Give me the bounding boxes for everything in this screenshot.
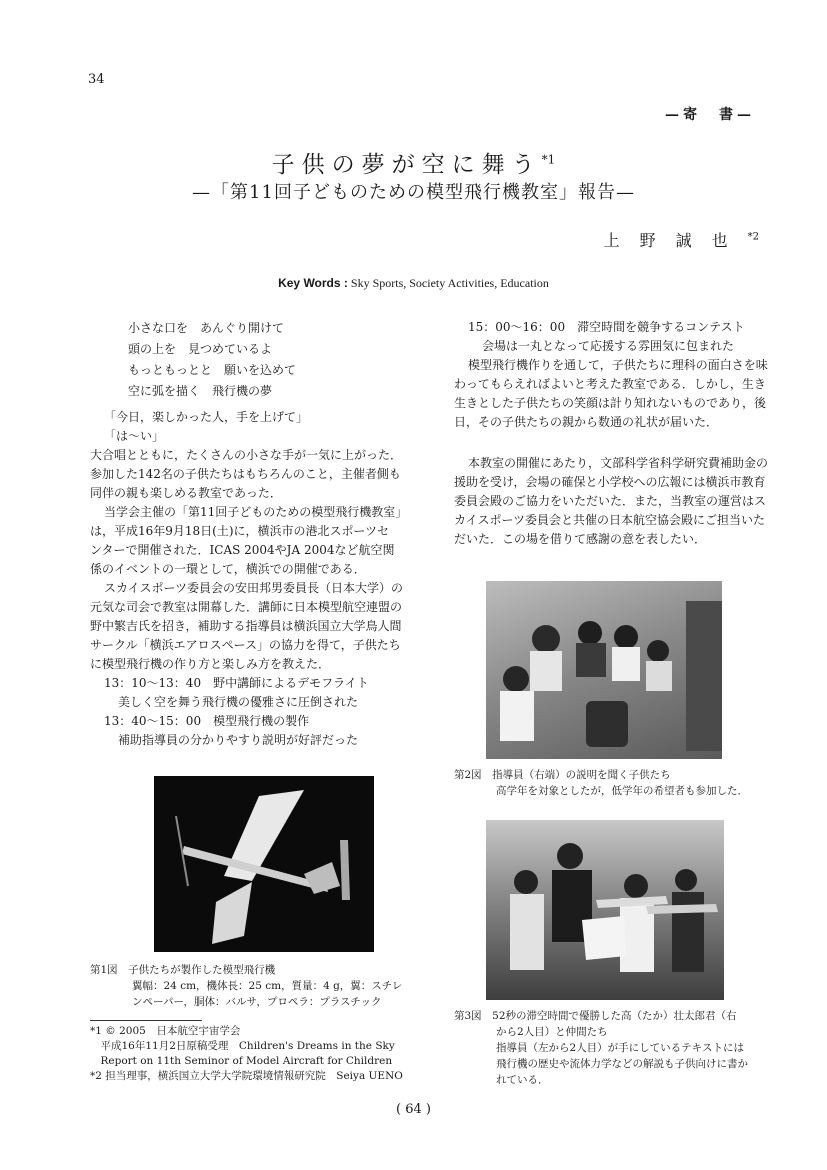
body-line: 13：10〜13：40 野中講師によるデモフライト	[104, 676, 369, 690]
poem-line: もっともっとと 願いを込めて	[128, 363, 297, 377]
body-line: 15：00〜16：00 滞空時間を競争するコンテスト	[468, 320, 745, 334]
body-line: に模型飛行機の作り方と楽しみ方を教えた．	[90, 657, 331, 671]
body-line: 委員会殿のご協力をいただいた．また，当教室の運営はス	[454, 494, 767, 508]
body-line: サークル「横浜エアロスペース」の協力を得て，子供たち	[90, 638, 401, 652]
article-title	[0, 146, 827, 179]
poem-line: 頭の上を 見つめているよ	[128, 342, 273, 356]
body-line: 補助指導員の分かりやすり説明が好評だった	[118, 733, 359, 747]
body-line: 日，その子供たちの親から数通の礼状が届いた．	[454, 415, 719, 429]
footnote-line: 平成16年11月2日原稿受理 Children's Dreams in the Sky	[90, 1040, 395, 1052]
caption-line: 第2図 指導員（右端）の説明を聞く子供たち	[454, 769, 671, 781]
body-line: 当学会主催の「第11回子どものための模型飛行機教室」	[104, 505, 408, 519]
body-line: 生きとした子供たちの笑顔は計り知れないものであり，後	[454, 396, 767, 410]
left-column-body	[90, 408, 430, 750]
winners-photo-image	[486, 820, 724, 1000]
body-line: 会場は一丸となって応援する雰囲気に包まれた	[482, 339, 735, 353]
poem-block	[128, 318, 296, 402]
caption-line: 第1図 子供たちが製作した模型飛行機	[90, 964, 276, 976]
body-line: 模型飛行機作りを通して，子供たちに理科の面白さを味	[468, 358, 768, 372]
body-line: 援助を受け，会場の確保と小学校への広報には横浜市教育	[454, 475, 766, 489]
caption-line: 翼幅：24 cm，機体長：25 cm，質量：4 g，翼：スチレ	[90, 980, 403, 992]
page-number-top: 34	[88, 72, 105, 87]
body-line: 係のイベントの一環として，横浜での開催である．	[90, 562, 366, 576]
caption-line: 高学年を対象としたが，低学年の希望者も参加した．	[454, 785, 748, 797]
body-line: 参加した142名の子供たちはもちろんのこと，主催者側も	[90, 467, 401, 481]
figure-1-photo	[154, 776, 374, 952]
keywords-label: Key Words :	[278, 276, 348, 290]
right-column-body-upper	[454, 318, 774, 432]
author-name	[604, 228, 759, 251]
body-line: スカイスポーツ委員会の安田邦男委員長（日本大学）の	[104, 581, 404, 595]
footnote-line: *1 © 2005 日本航空宇宙学会	[90, 1025, 241, 1037]
figure-3-caption	[454, 1008, 748, 1088]
poem-line: 小さな口を あんぐり開けて	[128, 321, 285, 335]
article-subtitle: —「第11回子どものための模型飛行機教室」報告—	[192, 182, 635, 203]
caption-line: れている．	[454, 1074, 549, 1086]
title-text: 子供の夢が空に舞う	[271, 152, 542, 178]
body-line: だいた．この場を借りて感謝の意を表したい．	[454, 532, 707, 546]
body-line: 本教室の開催にあたり，文部科学省科学研究費補助金の	[468, 456, 769, 470]
caption-line: 指導員（左から2人目）が手にしているテキストには	[454, 1042, 744, 1054]
section-label: —寄 書—	[665, 107, 755, 123]
caption-line: から2人目）と仲間たち	[454, 1026, 608, 1038]
page-number-bottom: ( 64 )	[396, 1102, 431, 1117]
classroom-photo-image	[486, 581, 722, 759]
caption-line: ンペーパー，胴体：バルサ，プロペラ：プラスチック	[90, 996, 382, 1008]
figure-2-caption	[454, 767, 748, 799]
footnotes	[90, 1024, 403, 1084]
poem-line: 空に弧を描く 飛行機の夢	[128, 384, 273, 398]
body-line: 元気な司会で教室は開幕した．講師に日本模型航空連盟の	[90, 600, 403, 614]
body-line: は，平成16年9月18日(土)に，横浜市の港北スポーツセ	[90, 524, 390, 538]
keywords-line	[0, 276, 827, 291]
caption-line: 飛行機の歴史や流体力学などの解説も子供向けに書か	[454, 1058, 748, 1070]
figure-3-photo	[486, 820, 724, 1000]
body-line: 美しく空を舞う飛行機の優雅さに圧倒された	[118, 695, 359, 709]
body-line: 同伴の親も楽しめる教室であった．	[90, 486, 282, 500]
author-footnote-mark: *2	[747, 231, 759, 243]
figure-1-caption	[90, 962, 402, 1010]
footnote-divider	[90, 1020, 202, 1021]
footnote-line: Report on 11th Seminor of Model Aircraft for Children	[90, 1055, 393, 1067]
author-text: 上野誠也	[603, 231, 748, 250]
body-line: カイスポーツ委員会と共催の日本航空協会殿にご担当いた	[454, 513, 766, 527]
model-aircraft-image	[154, 776, 374, 952]
body-line: 13：40〜15：00 模型飛行機の製作	[104, 714, 310, 728]
caption-line: 第3図 52秒の滞空時間で優勝した高（たか）壮太郎君（右	[454, 1010, 737, 1022]
body-line: 「今日，楽しかった人，手を上げて」	[104, 410, 309, 424]
figure-2-photo	[486, 581, 722, 759]
body-line: 「は〜い」	[104, 429, 165, 443]
footnote-line: *2 担当理事，横浜国立大学大学院環境情報研究院 Seiya UENO	[90, 1070, 403, 1082]
body-line: わってもらえればよいと考えた教室である．しかし，生き	[454, 377, 766, 391]
right-column-body-lower	[454, 454, 774, 549]
body-line: 野中繁吉氏を招き，補助する指導員は横浜国立大学鳥人間	[90, 619, 402, 633]
body-line: 大合唱とともに，たくさんの小さな手が一気に上がった．	[90, 448, 403, 462]
keywords-text: Sky Sports, Society Activities, Education	[350, 276, 549, 290]
body-line: ンターで開催された．ICAS 2004やJA 2004など航空関	[90, 543, 395, 557]
title-footnote-mark: *1	[541, 152, 556, 167]
